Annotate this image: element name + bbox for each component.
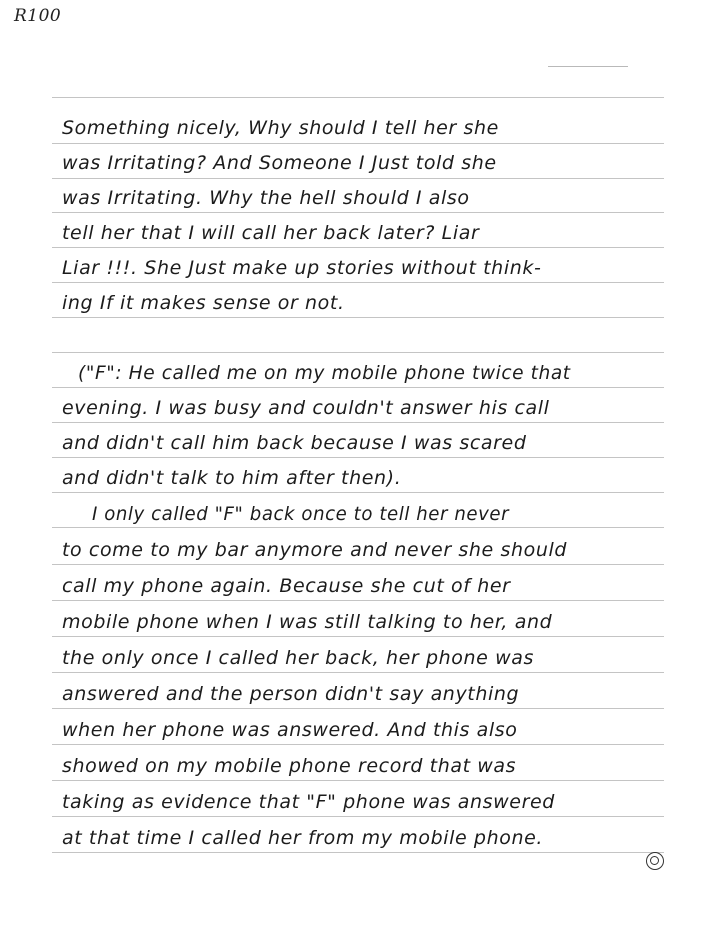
blank-line [62, 323, 662, 353]
ruled-line [52, 178, 664, 179]
handwritten-line: was Irritating? And Someone I Just told she [62, 152, 497, 174]
ruled-line [52, 143, 664, 144]
handwritten-line: showed on my mobile phone record that was [62, 755, 517, 777]
handwritten-line: ing If it makes sense or not. [62, 292, 345, 314]
ruled-line [52, 97, 664, 98]
header-rule [548, 66, 628, 67]
handwritten-line: Something nicely, Why should I tell her she [62, 117, 499, 139]
handwritten-line: the only once I called her back, her phone was [62, 647, 534, 669]
handwritten-line: Liar !!!. She Just make up stories without think- [62, 257, 542, 279]
page-number-label: R100 [14, 6, 62, 26]
handwritten-line: was Irritating. Why the hell should I also [62, 187, 470, 209]
handwritten-line: at that time I called her from my mobile phone. [62, 827, 544, 849]
handwritten-line: call my phone again. Because she cut of her [62, 575, 511, 597]
handwritten-line: mobile phone when I was still talking to her, and [62, 611, 553, 633]
handwritten-line: and didn't talk to him after then). [62, 467, 402, 489]
handwritten-line: when her phone was answered. And this also [62, 719, 518, 741]
circled-mark-icon [646, 852, 664, 870]
handwritten-line: and didn't call him back because I was scared [62, 432, 527, 454]
handwritten-line: ("F": He called me on my mobile phone twice that [78, 362, 571, 384]
handwritten-line: I only called "F" back once to tell her never [92, 503, 510, 525]
handwritten-line: to come to my bar anymore and never she should [62, 539, 568, 561]
handwritten-line: taking as evidence that "F" phone was answered [62, 791, 555, 813]
handwritten-line: evening. I was busy and couldn't answer his call [62, 397, 550, 419]
handwritten-line: answered and the person didn't say anything [62, 683, 520, 705]
handwritten-line: tell her that I will call her back later? Liar [62, 222, 480, 244]
